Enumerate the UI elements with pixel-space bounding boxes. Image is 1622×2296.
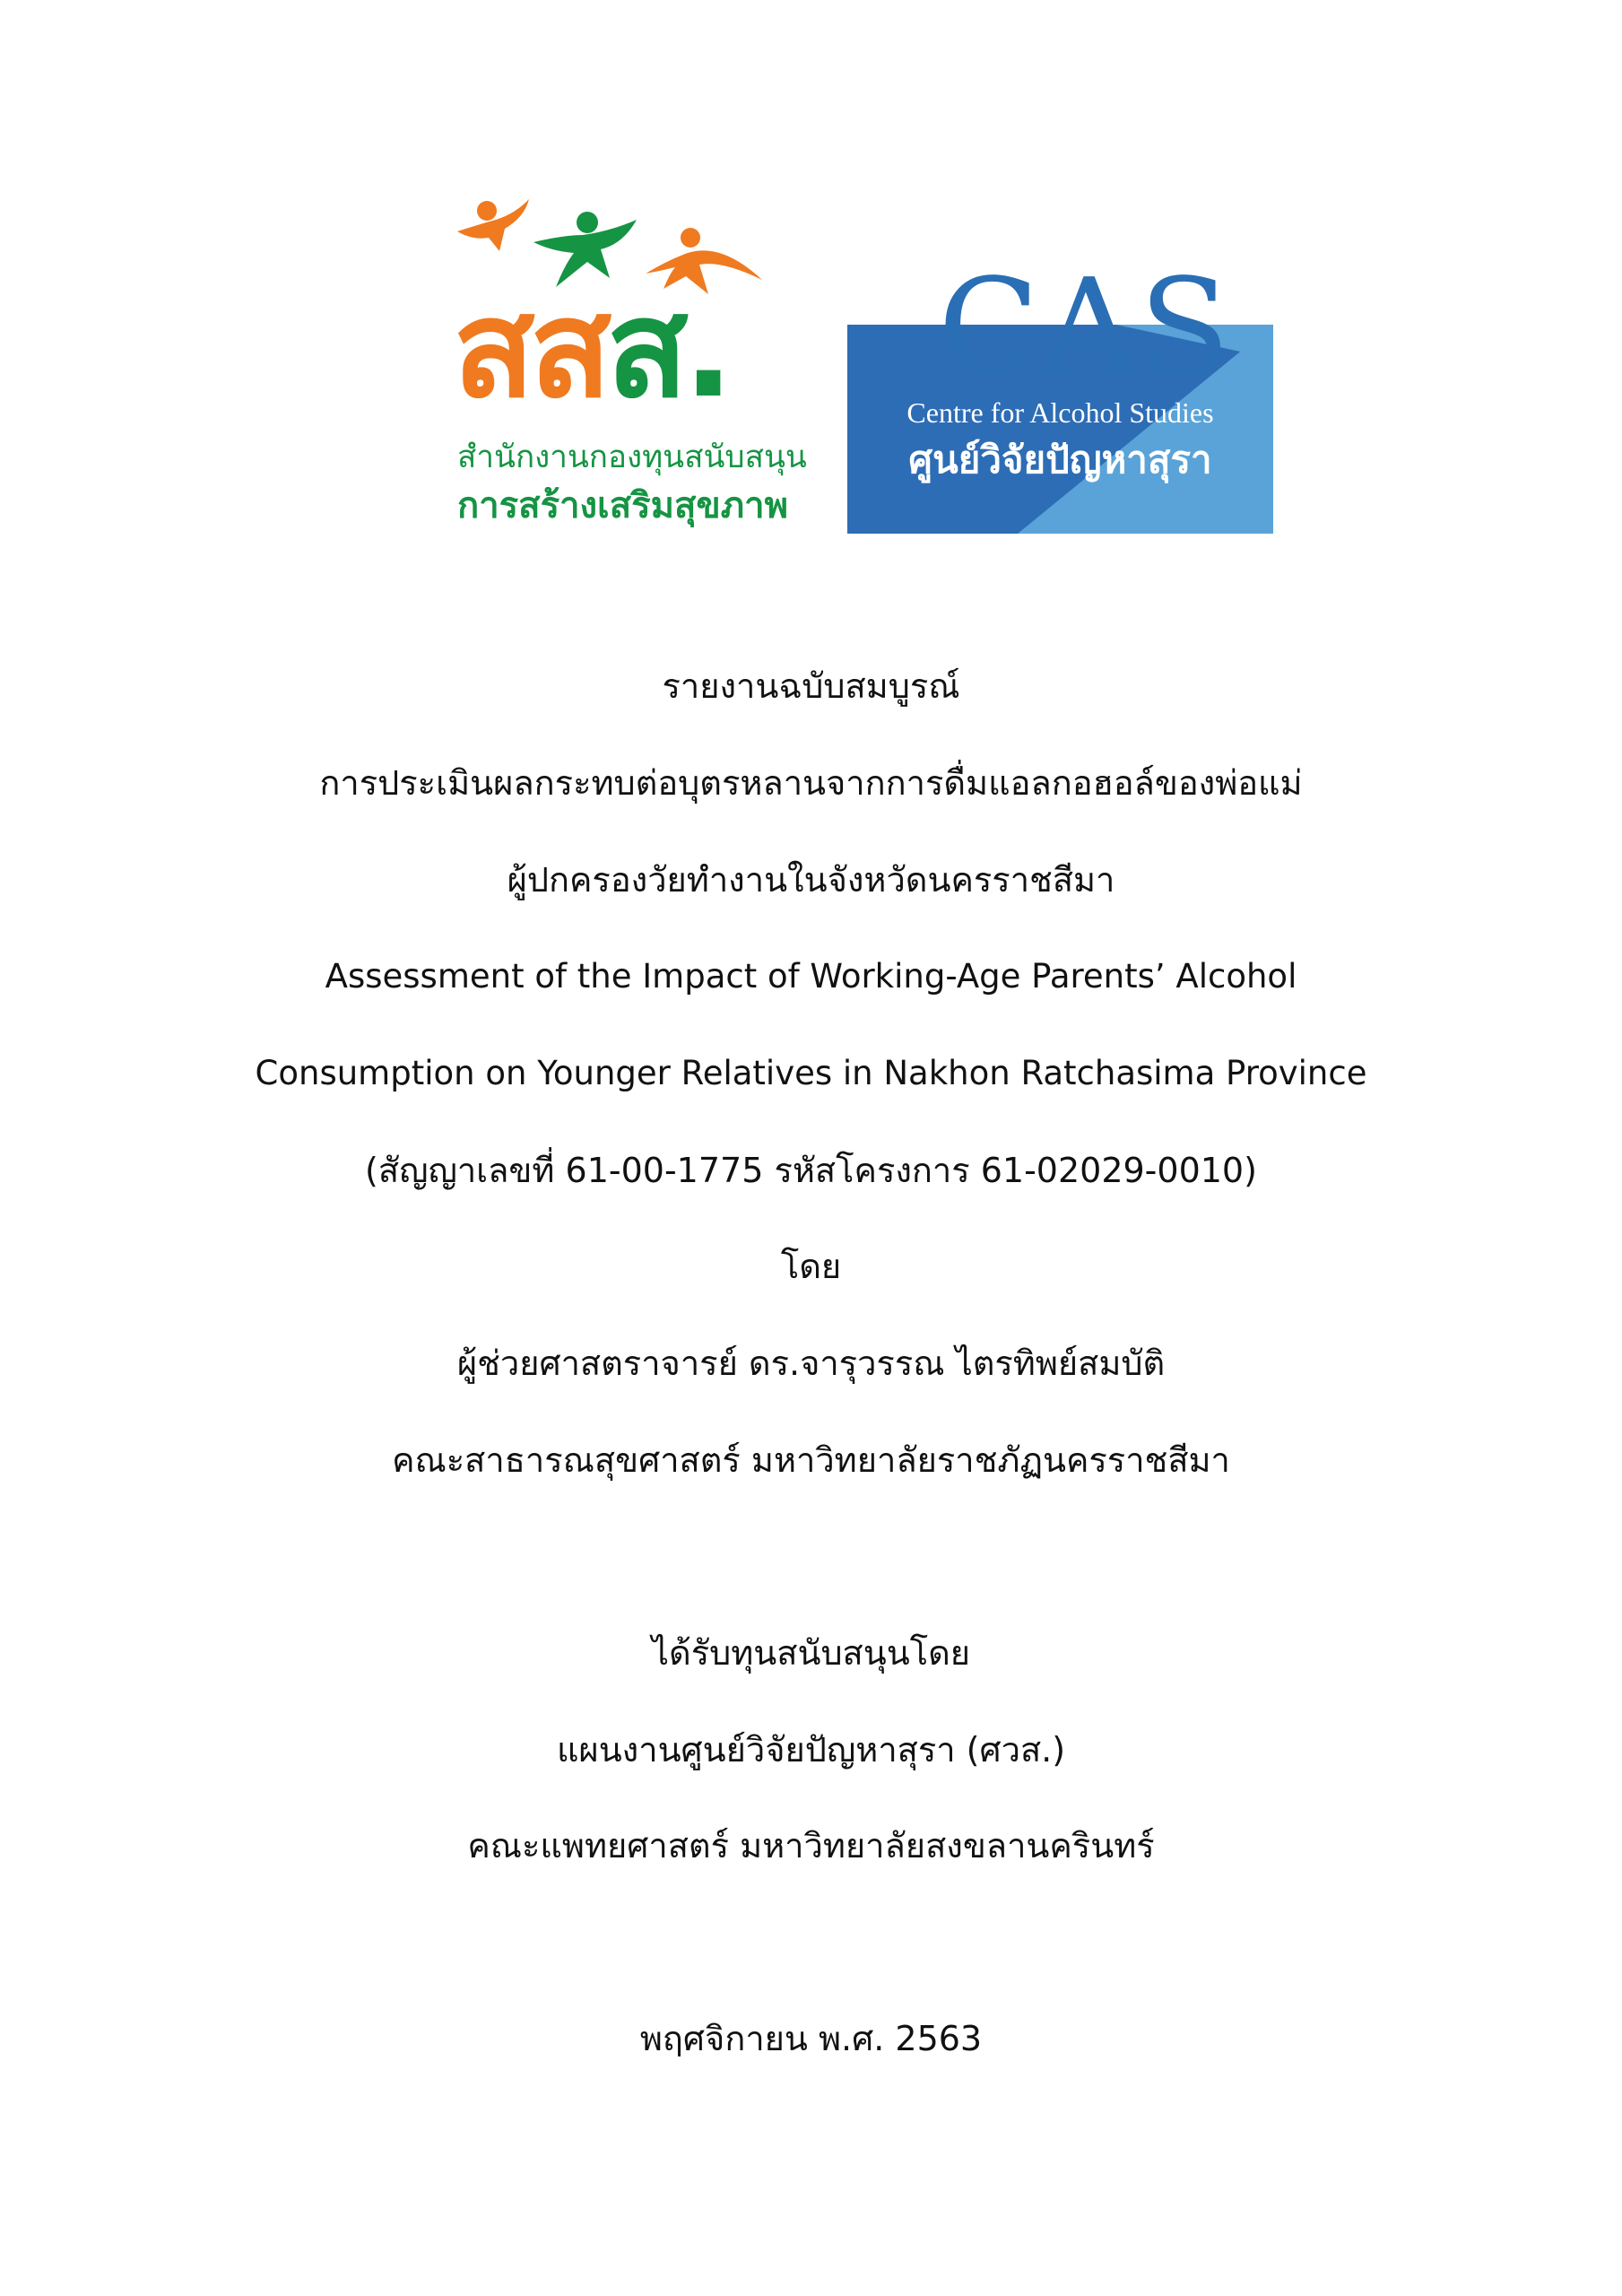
thaihealth-subtitle-line1: สำนักงานกองทุนสนับสนุน — [457, 439, 807, 475]
funding-label: ได้รับทุนสนับสนุนโดย — [651, 1633, 971, 1673]
cas-logo — [847, 250, 1273, 534]
author-name: ผู้ช่วยศาสตราจารย์ ดร.จารุวรรณ ไตรทิพย์สมบัติ — [456, 1344, 1166, 1383]
thaihealth-wordmark-part1: สส — [453, 272, 607, 428]
cas-acronym: CAS — [938, 250, 1232, 404]
contract-number: (สัญญาเลขที่ 61-00-1775 รหัสโครงการ 61-02029-0010) — [365, 1151, 1257, 1190]
title-th-line1: การประเมินผลกระทบต่อบุตรหลานจากการดื่มแอลกอฮอล์ของพ่อแม่ — [319, 763, 1303, 803]
funder-affiliation: คณะแพทยศาสตร์ มหาวิทยาลัยสงขลานครินทร์ — [467, 1826, 1155, 1866]
funder-name: แผนงานศูนย์วิจัยปัญหาสุรา (ศวส.) — [556, 1730, 1066, 1770]
cas-name-th: ศูนย์วิจัยปัญหาสุรา — [908, 438, 1212, 482]
title-en-line1: Assessment of the Impact of Working-Age Parents’ Alcohol — [325, 957, 1297, 996]
report-type: รายงานฉบับสมบูรณ์ — [662, 666, 960, 706]
thaihealth-logo — [453, 188, 811, 538]
title-en-line2: Consumption on Younger Relatives in Nakhon Ratchasima Province — [255, 1054, 1367, 1092]
title-th-line2: ผู้ปกครองวัยทำงานในจังหวัดนครราชสีมา — [507, 860, 1115, 900]
thaihealth-wordmark — [453, 272, 811, 428]
author-affiliation: คณะสาธารณสุขศาสตร์ มหาวิทยาลัยราชภัฏนครราชสีมา — [392, 1440, 1230, 1480]
thaihealth-subtitle-line2: การสร้างเสริมสุขภาพ — [457, 485, 788, 526]
report-date: พฤศจิกายน พ.ศ. 2563 — [639, 2019, 983, 2058]
by-label: โดย — [780, 1247, 842, 1286]
cas-name-en: Centre for Alcohol Studies — [906, 396, 1214, 429]
thaihealth-wordmark-part2: ส. — [606, 272, 729, 428]
